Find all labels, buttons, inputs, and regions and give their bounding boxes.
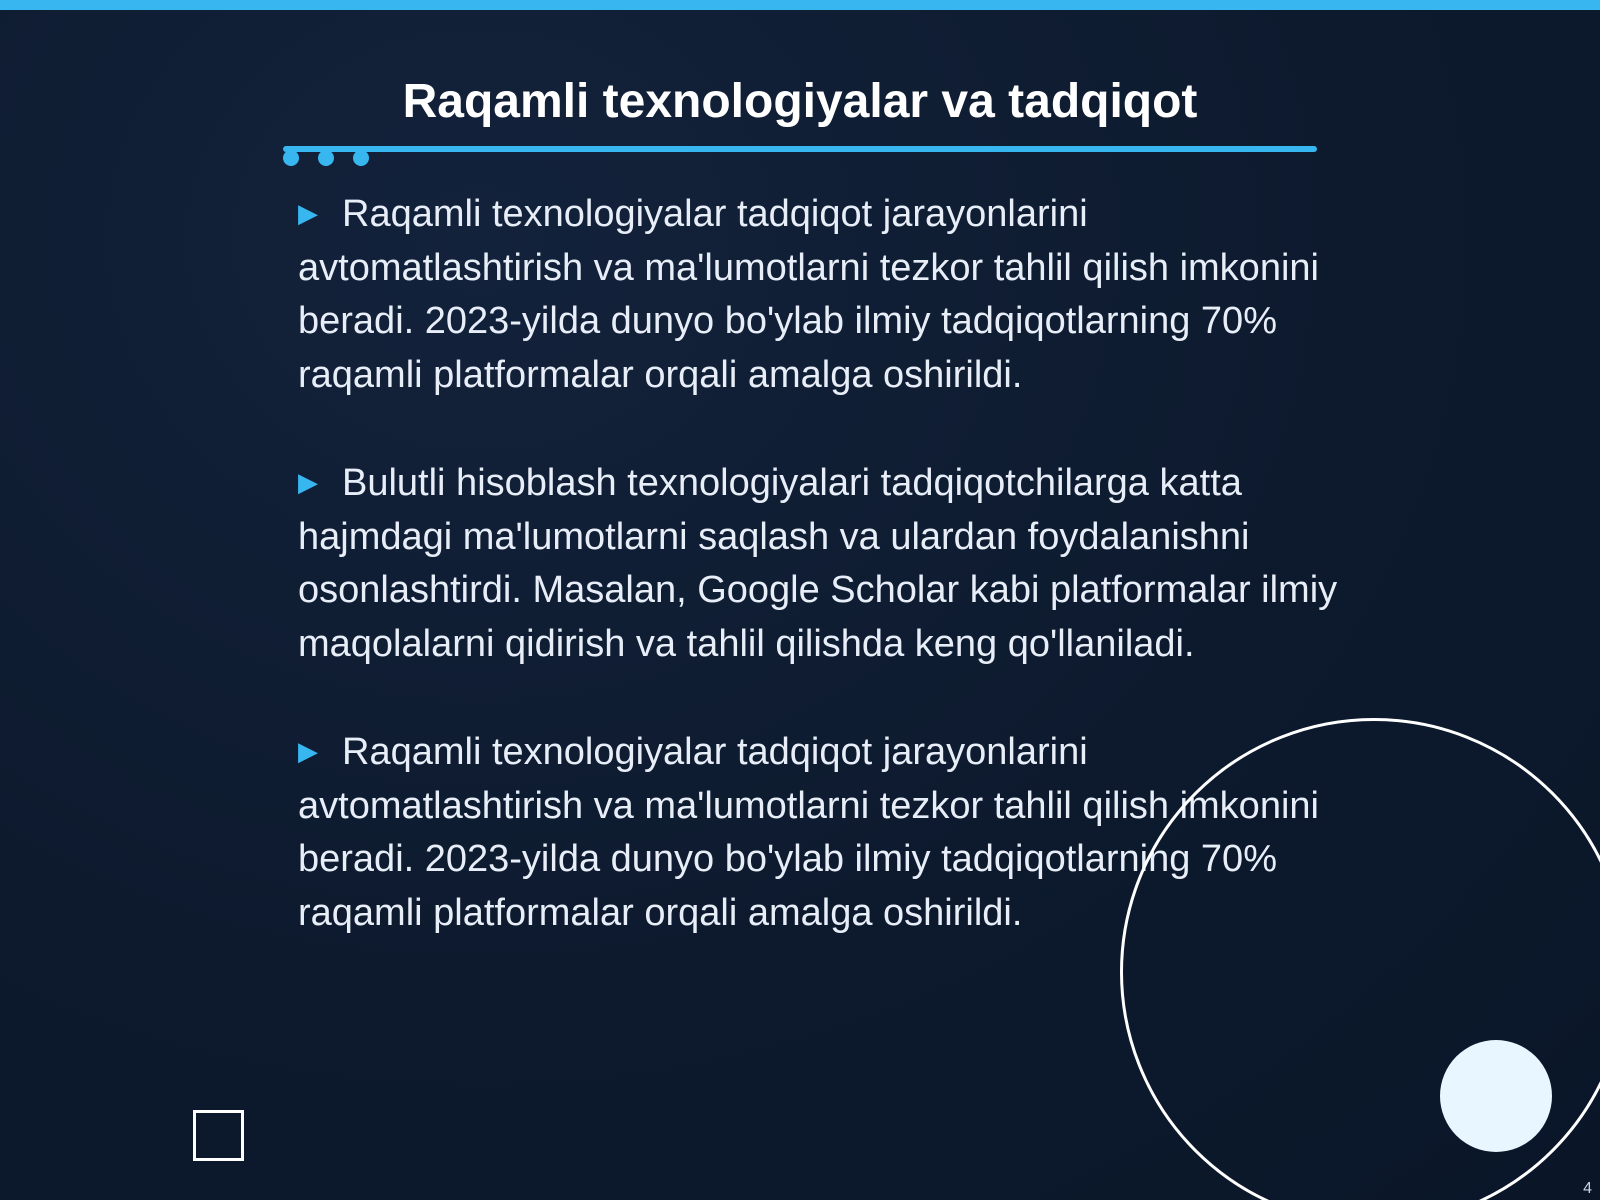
- slide-title: Raqamli texnologiyalar va tadqiqot: [402, 75, 1198, 128]
- bullet-arrow-icon: ▶: [298, 198, 318, 228]
- page-number: 4: [1583, 1180, 1592, 1197]
- bullet-arrow-icon: ▶: [298, 467, 318, 497]
- bullet-arrow-icon: ▶: [298, 736, 318, 766]
- bullet-item: [298, 187, 1338, 402]
- decorative-dot: [283, 150, 299, 166]
- bullet-text: Raqamli texnologiyalar tadqiqot jarayonlarini avtomatlashtirish va ma'lumotlarni tezkor tahlil qilish imkonini beradi. 2023-yilda dunyo bo'ylab ilmiy tadqiqotlarning 70% raqamli platformalar orqali amalga oshirildi.: [298, 193, 1319, 396]
- decorative-square-outline: [193, 1110, 244, 1161]
- top-accent-bar: [0, 0, 1600, 10]
- decorative-dot: [353, 150, 369, 166]
- bullet-text: Raqamli texnologiyalar tadqiqot jarayonlarini avtomatlashtirish va ma'lumotlarni tezkor tahlil qilish imkonini beradi. 2023-yilda dunyo bo'ylab ilmiy tadqiqotlarning 70% raqamli platformalar orqali amalga oshirildi.: [298, 731, 1319, 934]
- decorative-dot: [318, 150, 334, 166]
- bullet-text: Bulutli hisoblash texnologiyalari tadqiqotchilarga katta hajmdagi ma'lumotlarni saqlash va ulardan foydalanishni osonlashtirdi. Masalan, Google Scholar kabi platformalar ilmiy maqolalarni qidirish va tahlil qilishda keng qo'llaniladi.: [298, 462, 1338, 665]
- title-underline: [283, 146, 1317, 152]
- decorative-circle-filled: [1440, 1040, 1552, 1152]
- bullet-item: [298, 456, 1338, 671]
